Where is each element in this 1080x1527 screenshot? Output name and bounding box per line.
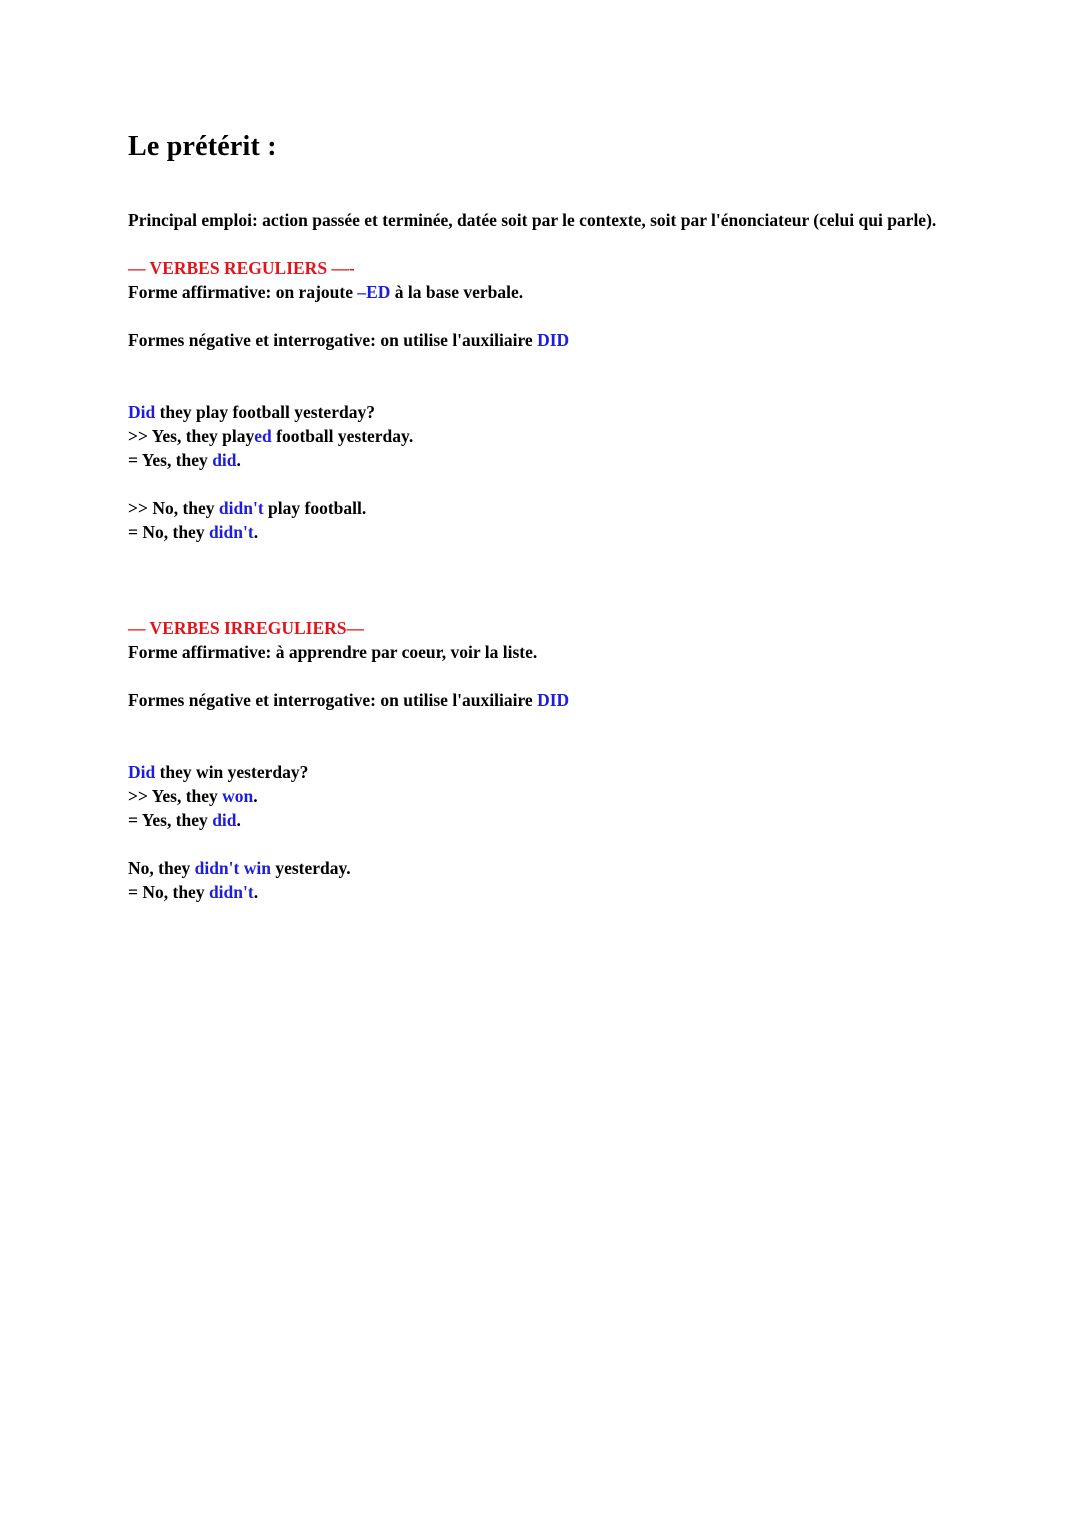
text-segment-blue: ed — [254, 426, 272, 446]
example-reguliers-question — [128, 400, 1040, 424]
text-segment-text: >> No, they — [128, 498, 219, 518]
text-segment-blue: didn't — [208, 882, 254, 902]
text-segment-blue: didn't win — [194, 858, 271, 878]
heading-verbes-reguliers — [128, 256, 1040, 280]
example-reguliers-answer-yes-short — [128, 448, 1040, 472]
text-segment-text: Principal emploi: action passée et terminée, datée soit par le contexte, soit par l'énonciateur (celui qui parle). — [128, 210, 937, 230]
text-segment-text: . — [236, 810, 241, 830]
formes-negative-interrogative-irreguliers — [128, 688, 1040, 712]
intro-paragraph — [128, 208, 1040, 232]
blank-line — [128, 544, 1040, 616]
text-segment-red: — VERBES REGULIERS —- — [128, 258, 355, 278]
text-segment-blue: did — [212, 450, 237, 470]
text-segment-text: à la base verbale. — [390, 282, 524, 302]
blank-line — [128, 472, 1040, 496]
text-segment-text: . — [253, 522, 259, 542]
text-segment-blue: DID — [537, 330, 570, 350]
example-irreguliers-question — [128, 760, 1040, 784]
text-segment-text: . — [253, 882, 259, 902]
blank-line — [128, 664, 1040, 688]
blank-line — [128, 304, 1040, 328]
formes-negative-interrogative-reguliers — [128, 328, 1040, 352]
example-irreguliers-answer-no — [128, 856, 1040, 880]
page-title: Le prétérit : — [128, 131, 277, 162]
text-segment-text: >> Yes, they play — [128, 426, 255, 446]
text-segment-blue: won — [222, 786, 254, 806]
text-segment-text: >> Yes, they — [128, 786, 223, 806]
text-segment-blue: didn't — [208, 522, 254, 542]
blank-line — [128, 352, 1040, 400]
heading-verbes-irreguliers — [128, 616, 1040, 640]
text-segment-text: . — [253, 786, 258, 806]
blank-line — [128, 232, 1040, 256]
document-content — [128, 208, 1040, 904]
forme-affirmative-reguliers — [128, 280, 1040, 304]
text-segment-text: they win yesterday? — [155, 762, 309, 782]
text-segment-text: Forme affirmative: à apprendre par coeur, voir la liste. — [128, 642, 538, 662]
blank-line — [128, 712, 1040, 760]
forme-affirmative-irreguliers — [128, 640, 1040, 664]
blank-line — [128, 832, 1040, 856]
text-segment-text: Formes négative et interrogative: on utilise l'auxiliaire — [128, 330, 538, 350]
text-segment-blue: –ED — [357, 282, 391, 302]
text-segment-text: = No, they — [128, 882, 209, 902]
text-segment-blue: didn't — [218, 498, 264, 518]
text-segment-text: they play football yesterday? — [155, 402, 375, 422]
text-segment-blue: DID — [537, 690, 570, 710]
text-segment-text: Formes négative et interrogative: on utilise l'auxiliaire — [128, 690, 538, 710]
text-segment-text: play football. — [263, 498, 367, 518]
example-reguliers-answer-no-short — [128, 520, 1040, 544]
text-segment-text: No, they — [128, 858, 195, 878]
example-irreguliers-answer-yes — [128, 784, 1040, 808]
text-segment-text: football yesterday. — [271, 426, 414, 446]
example-irreguliers-answer-yes-short — [128, 808, 1040, 832]
text-segment-blue: did — [212, 810, 237, 830]
text-segment-text: = Yes, they — [128, 810, 213, 830]
example-reguliers-answer-no — [128, 496, 1040, 520]
text-segment-red: — VERBES IRREGULIERS— — [128, 618, 364, 638]
example-irreguliers-answer-no-short — [128, 880, 1040, 904]
text-segment-blue: Did — [128, 402, 156, 422]
text-segment-blue: Did — [128, 762, 156, 782]
text-segment-text: = No, they — [128, 522, 209, 542]
text-segment-text: . — [236, 450, 241, 470]
text-segment-text: yesterday. — [270, 858, 351, 878]
text-segment-text: = Yes, they — [128, 450, 213, 470]
example-reguliers-answer-yes — [128, 424, 1040, 448]
text-segment-text: Forme affirmative: on rajoute — [128, 282, 358, 302]
